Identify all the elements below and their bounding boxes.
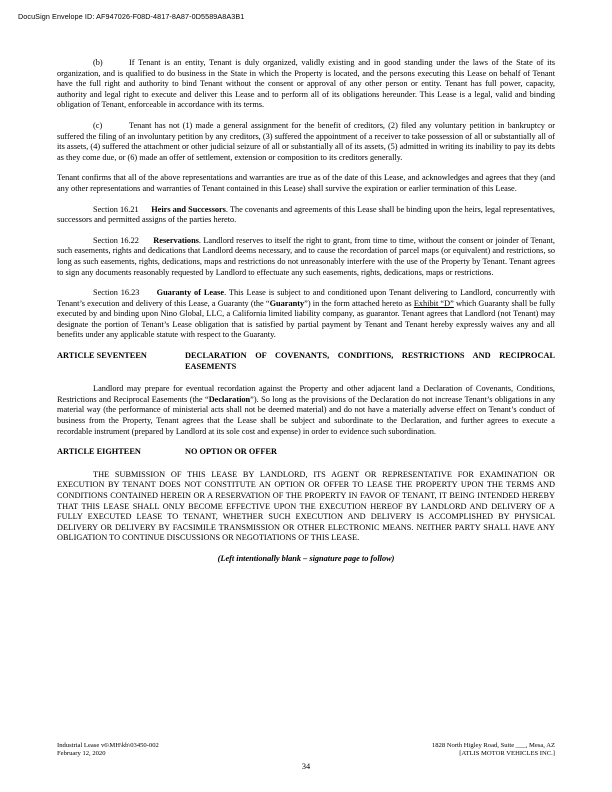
article-seventeen-body bbox=[57, 384, 555, 437]
footer-address: 1828 North Higley Road, Suite ___, Mesa, AZ bbox=[431, 742, 555, 749]
section-16-22-text: . Landlord reserves to itself the right to grant, from time to time, without the consent or joinder of Tenant, such easements, rights and dedications that Landlord deems necessary, and to cause the recordation of parcel maps (or equivalent) and restrictions, so long as such easements, rights, dedications, maps and restrictions do not unreasonably interfere with the use of the Property by Tenant. Tenant agrees to sign any documents reasonably requested by Landlord to effectuate any such easements, rights, dedications, maps or restrictions. bbox=[57, 235, 556, 277]
section-16-21-text: . The covenants and agreements of this Lease shall be binding upon the heirs, legal representatives, successors and permitted assigns of the parties hereto. bbox=[57, 204, 555, 225]
section-16-23-text-c: which Guaranty shall be fully executed by and binding upon Nino Global, LLC, a California limited liability company, as guarantor. Tenant agrees that Landlord (not Tenant) may designate the portion of Tenant’s Lease obligation that is satisfied by partial payment by Tenant and Tenant hereby expressly waives any and all benefits under any applicable statute with respect to the Guaranty. bbox=[57, 298, 555, 340]
article-eighteen-heading bbox=[57, 447, 555, 458]
article-eighteen-number: ARTICLE EIGHTEEN bbox=[57, 447, 141, 457]
section-16-22-number: Section 16.22 bbox=[93, 235, 139, 245]
section-16-21 bbox=[57, 205, 555, 226]
section-16-23-text-a: . This Lease is subject to and conditioned upon Tenant delivering to Landlord, concurrently with Tenant’s execution and delivery of this Lease, a Guaranty (the “ bbox=[57, 288, 555, 308]
paragraph-b-text: If Tenant is an entity, Tenant is duly organized, validly existing and in good standing under the laws of the State of its organization, and is qualified to do business in the State in which the Property is located, and the persons executing this Lease on behalf of Tenant have the full right and authority to bind Tenant without the consent or approval of any other person or entity. Tenant has full power, capacity, authority and legal right to execute and deliver this Lease and to perform all of its obligations hereunder. This Lease is a legal, valid and binding obligation of Tenant, enforceable in accordance with its terms. bbox=[57, 58, 555, 110]
paragraph-confirmation: Tenant confirms that all of the above representations and warranties are true as of the date of this Lease, and acknowledges and agrees that they (and any other representations and warranties of Tenant contained in this Lease) shall survive the expiration or earlier termination of this Lease. bbox=[57, 173, 555, 193]
article-seventeen-text-b: ”). So long as the provisions of the Declaration do not increase Tenant’s obligations in any material way (the performance of ministerial acts shall not be deemed material) and do not have a materially adverse effect on Tenant’s conduct of business from the Property, Tenant agrees that the Lease shall be subject and subordinate to the Declaration, and further agrees to execute a recordable instrument (prepared by Landlord at its sole cost and expense) in order to evidence such subordination. bbox=[57, 394, 556, 436]
section-16-22 bbox=[57, 236, 555, 278]
footer-document-ref: Industrial Lease v6\MH\kb\03450-002 bbox=[57, 742, 159, 749]
footer-left bbox=[57, 742, 159, 758]
article-seventeen-text-a: Landlord may prepare for eventual recordation against the Property and other adjacent land a Declaration of Covenants, Conditions, Restrictions and Reciprocal Easements (the “ bbox=[57, 384, 555, 404]
section-16-21-heading: Heirs and Successors bbox=[151, 204, 226, 214]
footer-right bbox=[432, 742, 555, 758]
paragraph-c-label: (c) bbox=[93, 120, 103, 130]
paragraph-c bbox=[57, 121, 555, 163]
document-body bbox=[57, 58, 555, 575]
section-16-23-text-b: ”) in the form attached hereto as bbox=[304, 298, 414, 308]
page-number: 34 bbox=[301, 762, 311, 771]
paragraph-c-text: Tenant has not (1) made a general assignment for the benefit of creditors, (2) filed any voluntary petition in bankruptcy or suffered the filing of an involuntary petition by any creditors, (3) suffered the appointment of a receiver to take possession of all or substantially all of its assets, (4) suffered the attachment or other judicial seizure of all or substantially all of its assets, (5) admitted in writing its inability to pay its debts as they come due, or (6) made an offer of settlement, extension or composition to its creditors generally. bbox=[57, 120, 555, 162]
section-16-23 bbox=[57, 288, 555, 341]
signature-page-note: (Left intentionally blank – signature page to follow) bbox=[217, 553, 395, 563]
docusign-envelope-id: DocuSign Envelope ID: AF947026-F08D-4817-8A87-0D5589A8A3B1 bbox=[18, 12, 245, 21]
article-eighteen-title: NO OPTION OR OFFER bbox=[185, 447, 277, 457]
guaranty-defined-term: Guaranty bbox=[269, 298, 305, 308]
article-seventeen-heading bbox=[57, 351, 555, 372]
section-16-22-heading: Reservations bbox=[153, 235, 199, 245]
declaration-defined-term: Declaration bbox=[208, 394, 251, 404]
article-eighteen-body: THE SUBMISSION OF THIS LEASE BY LANDLORD, ITS AGENT OR REPRESENTATIVE FOR EXAMINATION OR EXECUTION BY TENANT DOES NOT CONSTITUTE AN OPTION OR OFFER TO LEASE THE PROPERTY UPON THE TERMS AND CONDITIONS CONTAINED HEREIN OR A RESERVATION OF THE PROPERTY IN FAVOR OF TENANT, IT BEING INTENDED HEREBY THAT THIS LEASE SHALL ONLY BECOME EFFECTIVE UPON THE EXECUTION HEREOF BY LANDLORD AND DELIVERY OF A FULLY EXECUTED LEASE TO TENANT, WHETHER SUCH EXECUTION AND DELIVERY IS ACCOMPLISHED BY PHYSICAL DELIVERY OR DELIVERY BY FACSIMILE TRANSMISSION OR OTHER ELECTRONIC MEANS. NEITHER PARTY SHALL HAVE ANY OBLIGATION TO CONTINUE DISCUSSIONS OR NEGOTIATIONS OF THIS LEASE. bbox=[57, 469, 555, 543]
article-seventeen-number: ARTICLE SEVENTEEN bbox=[57, 351, 147, 361]
footer-tenant-name: [ATLIS MOTOR VEHICLES INC.] bbox=[459, 750, 555, 757]
paragraph-b bbox=[57, 58, 555, 111]
section-16-21-number: Section 16.21 bbox=[93, 204, 139, 214]
article-seventeen-title: DECLARATION OF COVENANTS, CONDITIONS, RESTRICTIONS AND RECIPROCAL EASEMENTS bbox=[185, 351, 555, 371]
exhibit-d-reference: Exhibit “D” bbox=[413, 298, 454, 308]
paragraph-b-label: (b) bbox=[93, 58, 103, 67]
section-16-23-number: Section 16.23 bbox=[93, 288, 140, 298]
section-16-23-heading: Guaranty of Lease bbox=[156, 288, 225, 298]
footer-date: February 12, 2020 bbox=[57, 750, 106, 757]
